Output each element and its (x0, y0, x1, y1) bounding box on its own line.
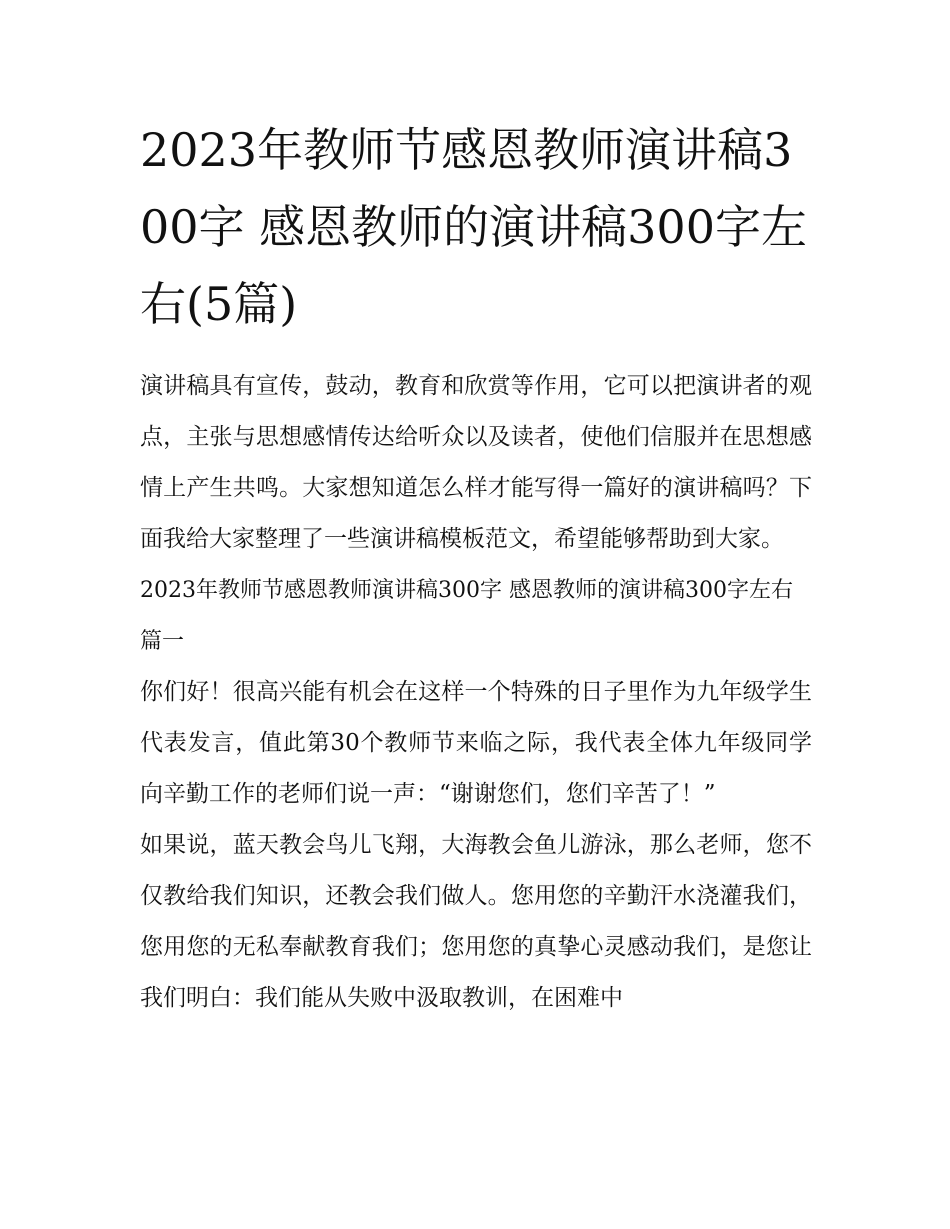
intro-paragraph: 演讲稿具有宣传，鼓动，教育和欣赏等作用，它可以把演讲者的观点，主张与思想感情传达给听众以及读者，使他们信服并在思想感情上产生共鸣。大家想知道怎么样才能写得一篇好的演讲稿吗？下面我给大家整理了一些演讲稿模板范文，希望能够帮助到大家。 (140, 373, 812, 552)
body-paragraph-2: 如果说，蓝天教会鸟儿飞翔，大海教会鱼儿游泳，那么老师，您不仅教给我们知识，还教会我们做人。您用您的辛勤汗水浇灌我们，您用您的无私奉献教育我们；您用您的真挚心灵感动我们，是您让我们明白：我们能从失败中汲取教训，在困难中 (140, 832, 812, 1011)
document-page (140, 112, 812, 1024)
document-title: 2023年教师节感恩教师演讲稿300字 感恩教师的演讲稿300字左右(5篇) (140, 123, 807, 331)
body-paragraph-1: 你们好！很高兴能有机会在这样一个特殊的日子里作为九年级学生代表发言，值此第30个教师节来临之际，我代表全体九年级同学向辛勤工作的老师们说一声：“谢谢您们，您们辛苦了！” (140, 679, 812, 807)
section-heading: 2023年教师节感恩教师演讲稿300字 感恩教师的演讲稿300字左右篇一 (140, 578, 793, 654)
